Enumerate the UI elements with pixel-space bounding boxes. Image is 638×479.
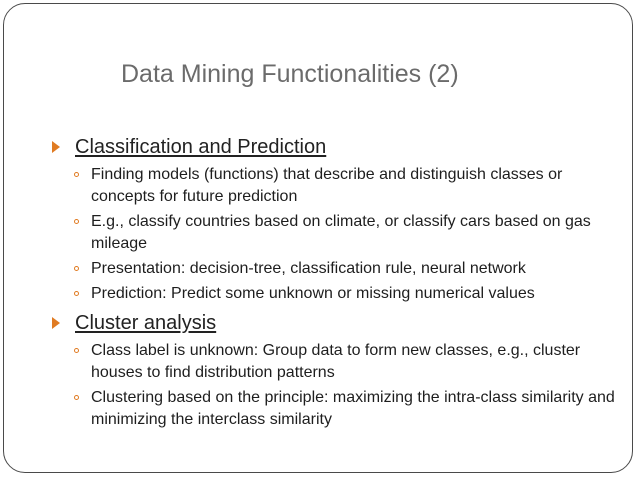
sub-bullet-list [52, 164, 622, 305]
sub-bullet-text: Class label is unknown: Group data to form new classes, e.g., cluster houses to find distribution patterns [91, 342, 581, 381]
circle-bullet-icon [74, 266, 79, 271]
sub-bullet-text: Prediction: Predict some unknown or missing numerical values [91, 285, 535, 302]
main-bullet [52, 135, 622, 159]
section-heading: Classification and Prediction [75, 136, 327, 158]
sub-bullet-item [52, 258, 622, 280]
sub-bullet-text: E.g., classify countries based on climate, or classify cars based on gas mileage [91, 213, 591, 252]
slide-title: Data Mining Functionalities (2) [121, 60, 459, 88]
sub-bullet-item [52, 387, 622, 431]
circle-bullet-icon [74, 348, 79, 353]
sub-bullet-list [52, 340, 622, 431]
circle-bullet-icon [74, 291, 79, 296]
sub-bullet-text: Finding models (functions) that describe and distinguish classes or concepts for future prediction [91, 166, 563, 205]
sub-bullet-item [52, 340, 622, 384]
sub-bullet-text: Presentation: decision-tree, classification rule, neural network [91, 260, 526, 277]
triangle-bullet-icon [52, 141, 60, 153]
circle-bullet-icon [74, 395, 79, 400]
main-bullet [52, 311, 622, 335]
bullet-content [52, 135, 622, 437]
sub-bullet-item [52, 211, 622, 255]
sub-bullet-item [52, 164, 622, 208]
section-cluster-analysis [52, 311, 622, 431]
sub-bullet-item [52, 283, 622, 305]
circle-bullet-icon [74, 219, 79, 224]
section-heading: Cluster analysis [75, 312, 217, 334]
circle-bullet-icon [74, 172, 79, 177]
sub-bullet-text: Clustering based on the principle: maximizing the intra-class similarity and minimizing the interclass similarity [91, 389, 615, 428]
section-classification [52, 135, 622, 305]
triangle-bullet-icon [52, 317, 60, 329]
